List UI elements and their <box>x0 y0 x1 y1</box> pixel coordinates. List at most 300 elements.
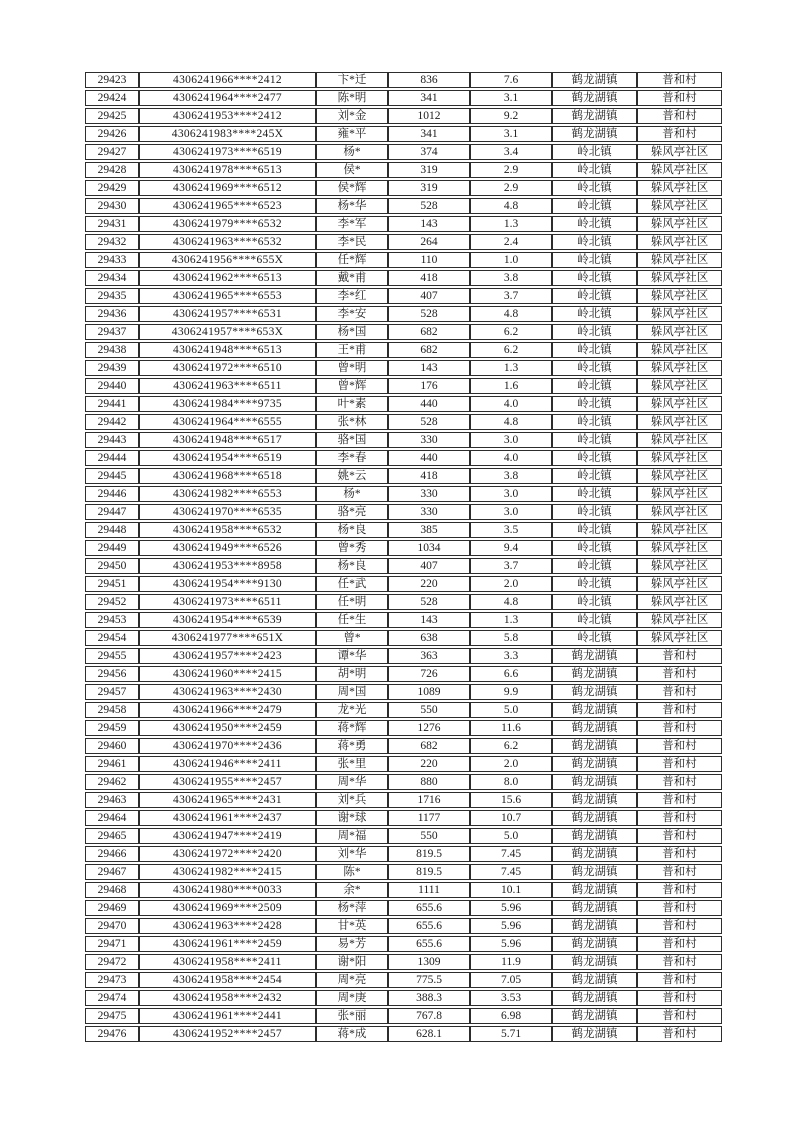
cell-id-masked: 4306241966****2479 <box>139 702 316 718</box>
cell-name: 陈*明 <box>316 90 388 106</box>
cell-serial: 29469 <box>85 900 139 916</box>
cell-rate: 2.9 <box>470 162 552 178</box>
cell-village: 躲风亭社区 <box>637 522 722 538</box>
cell-serial: 29454 <box>85 630 139 646</box>
table-row <box>85 144 722 160</box>
cell-rate: 8.0 <box>470 774 552 790</box>
table-body <box>85 72 722 1042</box>
cell-name: 曾* <box>316 630 388 646</box>
cell-town: 鹤龙湖镇 <box>552 792 637 808</box>
cell-rate: 5.8 <box>470 630 552 646</box>
cell-rate: 2.4 <box>470 234 552 250</box>
cell-town: 鹤龙湖镇 <box>552 108 637 124</box>
cell-village: 普和村 <box>637 864 722 880</box>
cell-village: 躲风亭社区 <box>637 378 722 394</box>
table-row <box>85 918 722 934</box>
cell-amount: 1309 <box>388 954 470 970</box>
cell-serial: 29471 <box>85 936 139 952</box>
table-row <box>85 378 722 394</box>
cell-name: 谢*阳 <box>316 954 388 970</box>
cell-name: 曾*秀 <box>316 540 388 556</box>
table-row <box>85 882 722 898</box>
cell-id-masked: 4306241954****6519 <box>139 450 316 466</box>
cell-rate: 3.0 <box>470 486 552 502</box>
cell-rate: 3.0 <box>470 504 552 520</box>
cell-name: 陈* <box>316 864 388 880</box>
table-row <box>85 432 722 448</box>
cell-rate: 3.7 <box>470 288 552 304</box>
cell-rate: 6.2 <box>470 324 552 340</box>
table-row <box>85 306 722 322</box>
cell-id-masked: 4306241964****6555 <box>139 414 316 430</box>
cell-serial: 29450 <box>85 558 139 574</box>
cell-id-masked: 4306241961****2437 <box>139 810 316 826</box>
cell-serial: 29436 <box>85 306 139 322</box>
cell-name: 张*里 <box>316 756 388 772</box>
cell-id-masked: 4306241948****6513 <box>139 342 316 358</box>
cell-village: 躲风亭社区 <box>637 396 722 412</box>
cell-rate: 3.0 <box>470 432 552 448</box>
cell-id-masked: 4306241965****2431 <box>139 792 316 808</box>
cell-rate: 1.6 <box>470 378 552 394</box>
cell-town: 岭北镇 <box>552 324 637 340</box>
cell-amount: 1034 <box>388 540 470 556</box>
cell-village: 躲风亭社区 <box>637 234 722 250</box>
cell-id-masked: 4306241963****2430 <box>139 684 316 700</box>
cell-amount: 143 <box>388 612 470 628</box>
table-row <box>85 702 722 718</box>
table-row <box>85 864 722 880</box>
cell-village: 躲风亭社区 <box>637 288 722 304</box>
cell-name: 侯*辉 <box>316 180 388 196</box>
cell-town: 岭北镇 <box>552 306 637 322</box>
cell-amount: 341 <box>388 90 470 106</box>
cell-name: 卞*迁 <box>316 72 388 88</box>
cell-town: 鹤龙湖镇 <box>552 126 637 142</box>
cell-name: 周*国 <box>316 684 388 700</box>
cell-village: 普和村 <box>637 972 722 988</box>
cell-id-masked: 4306241980****0033 <box>139 882 316 898</box>
cell-rate: 7.05 <box>470 972 552 988</box>
cell-town: 鹤龙湖镇 <box>552 882 637 898</box>
cell-amount: 775.5 <box>388 972 470 988</box>
cell-name: 戴*甫 <box>316 270 388 286</box>
cell-id-masked: 4306241963****6511 <box>139 378 316 394</box>
cell-name: 雍*平 <box>316 126 388 142</box>
cell-rate: 2.0 <box>470 756 552 772</box>
cell-village: 躲风亭社区 <box>637 324 722 340</box>
cell-amount: 1012 <box>388 108 470 124</box>
cell-serial: 29441 <box>85 396 139 412</box>
table-row <box>85 1008 722 1024</box>
cell-rate: 15.6 <box>470 792 552 808</box>
table-row <box>85 108 722 124</box>
cell-town: 鹤龙湖镇 <box>552 954 637 970</box>
cell-town: 岭北镇 <box>552 504 637 520</box>
cell-town: 岭北镇 <box>552 558 637 574</box>
cell-name: 蒋*辉 <box>316 720 388 736</box>
cell-name: 谭*华 <box>316 648 388 664</box>
cell-amount: 143 <box>388 360 470 376</box>
cell-serial: 29466 <box>85 846 139 862</box>
cell-serial: 29423 <box>85 72 139 88</box>
cell-town: 岭北镇 <box>552 630 637 646</box>
cell-village: 躲风亭社区 <box>637 558 722 574</box>
cell-village: 躲风亭社区 <box>637 162 722 178</box>
cell-rate: 4.0 <box>470 450 552 466</box>
table-row <box>85 396 722 412</box>
cell-id-masked: 4306241947****2419 <box>139 828 316 844</box>
cell-name: 周*华 <box>316 774 388 790</box>
cell-village: 普和村 <box>637 1026 722 1042</box>
cell-rate: 3.5 <box>470 522 552 538</box>
cell-name: 任*明 <box>316 594 388 610</box>
table-row <box>85 288 722 304</box>
cell-town: 岭北镇 <box>552 468 637 484</box>
cell-serial: 29430 <box>85 198 139 214</box>
cell-village: 躲风亭社区 <box>637 612 722 628</box>
cell-village: 躲风亭社区 <box>637 594 722 610</box>
cell-town: 鹤龙湖镇 <box>552 666 637 682</box>
cell-town: 鹤龙湖镇 <box>552 738 637 754</box>
cell-village: 躲风亭社区 <box>637 504 722 520</box>
cell-town: 岭北镇 <box>552 594 637 610</box>
cell-village: 普和村 <box>637 756 722 772</box>
table-row <box>85 126 722 142</box>
cell-town: 鹤龙湖镇 <box>552 864 637 880</box>
table-row <box>85 990 722 1006</box>
table-row <box>85 828 722 844</box>
cell-rate: 11.9 <box>470 954 552 970</box>
cell-serial: 29476 <box>85 1026 139 1042</box>
table-row <box>85 324 722 340</box>
cell-village: 普和村 <box>637 738 722 754</box>
cell-village: 躲风亭社区 <box>637 144 722 160</box>
cell-amount: 1111 <box>388 882 470 898</box>
cell-serial: 29458 <box>85 702 139 718</box>
cell-serial: 29472 <box>85 954 139 970</box>
beneficiary-table <box>85 70 722 1044</box>
cell-town: 岭北镇 <box>552 342 637 358</box>
cell-id-masked: 4306241961****2459 <box>139 936 316 952</box>
cell-amount: 528 <box>388 414 470 430</box>
cell-amount: 1177 <box>388 810 470 826</box>
cell-town: 鹤龙湖镇 <box>552 702 637 718</box>
cell-town: 岭北镇 <box>552 144 637 160</box>
cell-rate: 1.3 <box>470 216 552 232</box>
cell-amount: 550 <box>388 702 470 718</box>
cell-rate: 1.3 <box>470 612 552 628</box>
cell-amount: 440 <box>388 396 470 412</box>
cell-id-masked: 4306241965****6523 <box>139 198 316 214</box>
cell-rate: 2.9 <box>470 180 552 196</box>
cell-town: 岭北镇 <box>552 252 637 268</box>
cell-serial: 29449 <box>85 540 139 556</box>
cell-amount: 682 <box>388 738 470 754</box>
cell-town: 岭北镇 <box>552 576 637 592</box>
cell-rate: 3.1 <box>470 90 552 106</box>
cell-name: 龙*光 <box>316 702 388 718</box>
cell-name: 刘*兵 <box>316 792 388 808</box>
cell-serial: 29444 <box>85 450 139 466</box>
cell-amount: 176 <box>388 378 470 394</box>
cell-name: 杨* <box>316 144 388 160</box>
cell-name: 杨*萍 <box>316 900 388 916</box>
cell-village: 躲风亭社区 <box>637 630 722 646</box>
table-row <box>85 90 722 106</box>
cell-name: 杨*华 <box>316 198 388 214</box>
cell-rate: 9.2 <box>470 108 552 124</box>
cell-serial: 29424 <box>85 90 139 106</box>
cell-amount: 1089 <box>388 684 470 700</box>
cell-town: 岭北镇 <box>552 396 637 412</box>
cell-id-masked: 4306241978****6513 <box>139 162 316 178</box>
cell-amount: 407 <box>388 558 470 574</box>
cell-rate: 3.8 <box>470 270 552 286</box>
cell-town: 鹤龙湖镇 <box>552 1008 637 1024</box>
cell-name: 杨* <box>316 486 388 502</box>
cell-village: 躲风亭社区 <box>637 306 722 322</box>
cell-town: 鹤龙湖镇 <box>552 756 637 772</box>
cell-rate: 3.53 <box>470 990 552 1006</box>
cell-id-masked: 4306241953****8958 <box>139 558 316 574</box>
cell-amount: 220 <box>388 756 470 772</box>
cell-village: 普和村 <box>637 846 722 862</box>
cell-rate: 10.7 <box>470 810 552 826</box>
cell-name: 蒋*勇 <box>316 738 388 754</box>
cell-id-masked: 4306241969****2509 <box>139 900 316 916</box>
table-row <box>85 972 722 988</box>
cell-name: 曾*辉 <box>316 378 388 394</box>
cell-rate: 4.8 <box>470 198 552 214</box>
cell-amount: 319 <box>388 180 470 196</box>
cell-id-masked: 4306241958****2411 <box>139 954 316 970</box>
cell-amount: 682 <box>388 324 470 340</box>
cell-amount: 330 <box>388 432 470 448</box>
cell-rate: 4.8 <box>470 306 552 322</box>
cell-id-masked: 4306241954****9130 <box>139 576 316 592</box>
table-row <box>85 792 722 808</box>
cell-name: 叶*素 <box>316 396 388 412</box>
table-row <box>85 738 722 754</box>
cell-serial: 29447 <box>85 504 139 520</box>
table-row <box>85 234 722 250</box>
cell-amount: 880 <box>388 774 470 790</box>
cell-town: 鹤龙湖镇 <box>552 972 637 988</box>
cell-amount: 1716 <box>388 792 470 808</box>
cell-id-masked: 4306241984****9735 <box>139 396 316 412</box>
table-row <box>85 252 722 268</box>
cell-serial: 29432 <box>85 234 139 250</box>
cell-id-masked: 4306241970****2436 <box>139 738 316 754</box>
cell-name: 张*林 <box>316 414 388 430</box>
cell-amount: 1276 <box>388 720 470 736</box>
cell-name: 任*武 <box>316 576 388 592</box>
cell-name: 杨*良 <box>316 558 388 574</box>
cell-town: 鹤龙湖镇 <box>552 774 637 790</box>
cell-amount: 682 <box>388 342 470 358</box>
cell-serial: 29456 <box>85 666 139 682</box>
cell-serial: 29431 <box>85 216 139 232</box>
cell-name: 李*春 <box>316 450 388 466</box>
table-row <box>85 72 722 88</box>
table-row <box>85 846 722 862</box>
cell-amount: 363 <box>388 648 470 664</box>
cell-rate: 10.1 <box>470 882 552 898</box>
table-row <box>85 540 722 556</box>
table-row <box>85 720 722 736</box>
cell-town: 鹤龙湖镇 <box>552 900 637 916</box>
cell-id-masked: 4306241982****6553 <box>139 486 316 502</box>
cell-rate: 7.6 <box>470 72 552 88</box>
cell-name: 张*丽 <box>316 1008 388 1024</box>
cell-rate: 6.6 <box>470 666 552 682</box>
cell-id-masked: 4306241970****6535 <box>139 504 316 520</box>
table-row <box>85 630 722 646</box>
table-row <box>85 936 722 952</box>
cell-village: 普和村 <box>637 936 722 952</box>
cell-town: 岭北镇 <box>552 486 637 502</box>
table-row <box>85 612 722 628</box>
cell-id-masked: 4306241956****655X <box>139 252 316 268</box>
cell-name: 李*红 <box>316 288 388 304</box>
cell-village: 普和村 <box>637 684 722 700</box>
cell-village: 躲风亭社区 <box>637 198 722 214</box>
cell-rate: 11.6 <box>470 720 552 736</box>
cell-amount: 407 <box>388 288 470 304</box>
cell-name: 余* <box>316 882 388 898</box>
cell-serial: 29427 <box>85 144 139 160</box>
cell-serial: 29468 <box>85 882 139 898</box>
cell-town: 鹤龙湖镇 <box>552 990 637 1006</box>
cell-rate: 1.3 <box>470 360 552 376</box>
cell-village: 躲风亭社区 <box>637 180 722 196</box>
cell-name: 杨*良 <box>316 522 388 538</box>
cell-id-masked: 4306241972****6510 <box>139 360 316 376</box>
cell-town: 鹤龙湖镇 <box>552 90 637 106</box>
cell-amount: 638 <box>388 630 470 646</box>
table-row <box>85 162 722 178</box>
cell-serial: 29426 <box>85 126 139 142</box>
table-row <box>85 468 722 484</box>
cell-serial: 29437 <box>85 324 139 340</box>
cell-serial: 29457 <box>85 684 139 700</box>
cell-id-masked: 4306241958****2432 <box>139 990 316 1006</box>
cell-rate: 3.8 <box>470 468 552 484</box>
cell-serial: 29475 <box>85 1008 139 1024</box>
cell-name: 谢*球 <box>316 810 388 826</box>
cell-name: 杨*国 <box>316 324 388 340</box>
cell-village: 躲风亭社区 <box>637 252 722 268</box>
table-row <box>85 666 722 682</box>
cell-rate: 2.0 <box>470 576 552 592</box>
cell-village: 躲风亭社区 <box>637 414 722 430</box>
cell-id-masked: 4306241960****2415 <box>139 666 316 682</box>
cell-village: 普和村 <box>637 72 722 88</box>
cell-rate: 9.9 <box>470 684 552 700</box>
cell-serial: 29428 <box>85 162 139 178</box>
cell-town: 岭北镇 <box>552 360 637 376</box>
cell-village: 普和村 <box>637 792 722 808</box>
cell-id-masked: 4306241961****2441 <box>139 1008 316 1024</box>
cell-id-masked: 4306241958****6532 <box>139 522 316 538</box>
cell-amount: 220 <box>388 576 470 592</box>
cell-amount: 819.5 <box>388 846 470 862</box>
cell-amount: 528 <box>388 594 470 610</box>
cell-name: 刘*金 <box>316 108 388 124</box>
cell-town: 岭北镇 <box>552 522 637 538</box>
cell-village: 躲风亭社区 <box>637 216 722 232</box>
cell-id-masked: 4306241949****6526 <box>139 540 316 556</box>
cell-serial: 29453 <box>85 612 139 628</box>
cell-amount: 110 <box>388 252 470 268</box>
cell-name: 李*军 <box>316 216 388 232</box>
cell-amount: 418 <box>388 468 470 484</box>
cell-village: 普和村 <box>637 126 722 142</box>
cell-serial: 29435 <box>85 288 139 304</box>
cell-town: 鹤龙湖镇 <box>552 1026 637 1042</box>
cell-town: 岭北镇 <box>552 612 637 628</box>
table-row <box>85 954 722 970</box>
cell-amount: 341 <box>388 126 470 142</box>
table-row <box>85 1026 722 1042</box>
cell-village: 普和村 <box>637 918 722 934</box>
cell-village: 躲风亭社区 <box>637 270 722 286</box>
cell-serial: 29470 <box>85 918 139 934</box>
cell-id-masked: 4306241957****2423 <box>139 648 316 664</box>
cell-village: 普和村 <box>637 720 722 736</box>
cell-serial: 29452 <box>85 594 139 610</box>
table-row <box>85 180 722 196</box>
cell-town: 岭北镇 <box>552 450 637 466</box>
table-row <box>85 522 722 538</box>
cell-rate: 3.1 <box>470 126 552 142</box>
cell-id-masked: 4306241973****6511 <box>139 594 316 610</box>
cell-town: 鹤龙湖镇 <box>552 72 637 88</box>
cell-serial: 29451 <box>85 576 139 592</box>
table-row <box>85 414 722 430</box>
cell-rate: 7.45 <box>470 846 552 862</box>
cell-amount: 143 <box>388 216 470 232</box>
table-row <box>85 342 722 358</box>
cell-village: 普和村 <box>637 810 722 826</box>
cell-town: 岭北镇 <box>552 378 637 394</box>
cell-id-masked: 4306241968****6518 <box>139 468 316 484</box>
table-row <box>85 216 722 232</box>
cell-village: 躲风亭社区 <box>637 450 722 466</box>
table-row <box>85 270 722 286</box>
cell-name: 易*芳 <box>316 936 388 952</box>
cell-village: 普和村 <box>637 828 722 844</box>
cell-id-masked: 4306241957****6531 <box>139 306 316 322</box>
table-row <box>85 198 722 214</box>
table-row <box>85 594 722 610</box>
cell-village: 躲风亭社区 <box>637 576 722 592</box>
cell-rate: 7.45 <box>470 864 552 880</box>
cell-id-masked: 4306241983****245X <box>139 126 316 142</box>
cell-amount: 836 <box>388 72 470 88</box>
cell-town: 鹤龙湖镇 <box>552 828 637 844</box>
cell-village: 普和村 <box>637 882 722 898</box>
cell-serial: 29445 <box>85 468 139 484</box>
cell-id-masked: 4306241963****6532 <box>139 234 316 250</box>
cell-serial: 29473 <box>85 972 139 988</box>
cell-name: 任*生 <box>316 612 388 628</box>
cell-name: 蒋*成 <box>316 1026 388 1042</box>
cell-name: 周*福 <box>316 828 388 844</box>
table-row <box>85 504 722 520</box>
cell-amount: 628.1 <box>388 1026 470 1042</box>
